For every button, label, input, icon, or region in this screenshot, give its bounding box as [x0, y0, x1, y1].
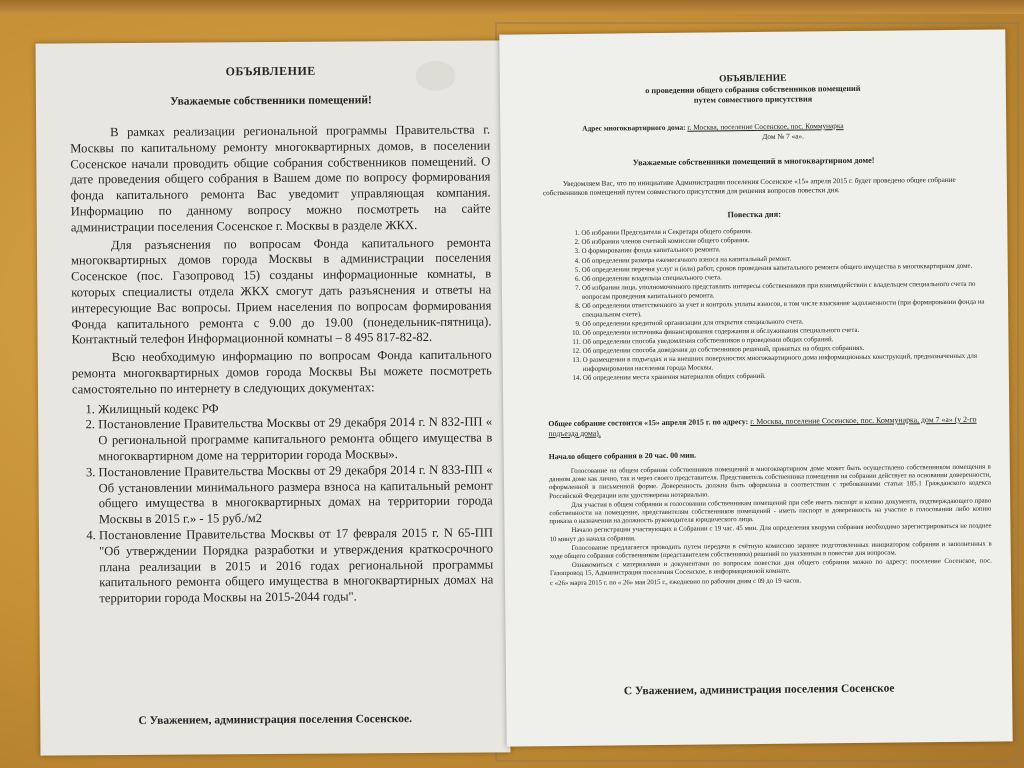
left-paragraph: Всю необходимую информацию по вопросам Фонда капитального ремонта многоквартирных домов города Москвы Вы можете посмотреть самостоятельно по интернету в следующих документах: — [71, 347, 492, 397]
right-notice-signature: С Уважением, администрация поселения Сосенское — [623, 682, 895, 698]
wall-top-edge — [0, 0, 1024, 14]
right-notice-intro: Уведомляем Вас, что по инициативе Администрации поселения Сосенское «15» апреля 2015 г. будет проведено общее собрание собственников помещений путем совместного присутствия для решения вопросов повестки дня. — [542, 175, 956, 198]
agenda-item: 12. Об определении способа доведения до собственников решений, принятых на общих собраниях. — [583, 344, 1003, 357]
agenda-item: 10. Об определении источника финансирования содержания и обслуживания специального счета. — [582, 325, 1002, 338]
right-paragraph: Для участия в общем собрании и голосовании собственникам помещений при себе иметь паспорт и копию документа, подтверждающего право собственности на помещение, представителям собственников помещений - иметь паспорт и доверенность на участие в голосовании либо копию приказа о назначении на должность руководителя юридического лица. — [549, 497, 992, 526]
agenda-item: 2. Об избрании членов счетной комиссии общего собрания. — [581, 235, 1001, 248]
agenda-heading: Повестка дня: — [727, 209, 781, 220]
meeting-info — [548, 415, 988, 439]
agenda-item: 8. Об определении ответственного за учет и контроль уплаты взносов, в том числе взыскание задолженности (при формировании фонда на специальном счете). — [582, 298, 1002, 320]
subtitle-line: о проведении общего собрания собственников помещений — [645, 83, 861, 96]
agenda-item: 13. О размещении в подъездах и на внешних поверхностях многоквартирного дома информационных конструкций, предназначенных для информирования населения города Москвы. — [583, 353, 1003, 375]
meeting-address: г. Москва, поселение Сосенское, пос. Коммунарка, дом 7 «а» (у 2-го подъезда дома). — [548, 414, 977, 438]
meeting-date: Общее собрание состоится «15» апреля 2015 г. по адресу: — [548, 417, 749, 429]
right-notice-greeting: Уважаемые собственники помещений в многоквартирном доме! — [632, 155, 875, 168]
left-notice-body — [70, 122, 493, 607]
building-address — [582, 120, 942, 143]
right-notice-subtitle — [500, 82, 1006, 107]
agenda-item: 5. Об определении перечня услуг и (или) работ, сроков проведения капитального ремонта общего имущества в многоквартирном доме. — [582, 262, 1002, 275]
agenda-item: 6. Об определении владельца специального счета. — [582, 271, 1002, 284]
right-paragraph: с «26» марта 2015 г. по « 26» мая 2015 г., ежедневно по рабочим дням с 09 до 19 часов. — [549, 577, 802, 587]
left-notice-signature: С Уважением, администрация поселения Сосенское. — [138, 713, 413, 727]
document-item: 4. Постановление Правительства Москвы от 17 февраля 2015 г. N 65-ПП "Об утверждении Порядка разработки и утверждения краткосрочного плана реализации в 2015 и 2016 годах региональной программы капитального ремонта общего имущества в многоквартирных домах на территории города Москвы на 2015-2044 годы". — [99, 525, 494, 607]
left-documents-list — [72, 399, 493, 607]
right-paragraph: Начало регистрации участвующих в Собрании с 19 час. 45 мин. Для определения кворума собрания необходимо зарегистрироваться не позднее 10 минут до начала собрания. — [549, 522, 992, 543]
left-paragraph: В рамках реализации региональной программы Правительства г. Москвы по капитальному ремонту многоквартирных домов, в поселении Сосенское начали проводить общие собрания собственников помещений. О дате проведения общего собрания в Вашем доме по вопросу формирования фонда капитального ремонта Вас уведомит управляющая компания. Информацию по данному вопросу можно посмотреть на сайте администрации поселения Сосенское г. Москвы в разделе ЖКХ. — [70, 122, 491, 235]
agenda-item: 14. Об определении места хранения материалов общих собраний. — [583, 371, 1003, 384]
document-item: 3. Постановление Правительства Москвы от 29 декабря 2014 г. N 833-ПП « Об установлении минимального размера взноса на капитальный ремонт общего имущества в многоквартирных домах на территории города Москвы в 2015 г.» - 15 руб./м2 — [98, 462, 492, 528]
address-value-line2: Дом № 7 «а». — [762, 130, 804, 141]
address-value: г. Москва, поселение Сосенское, пос. Коммунарка — [687, 121, 844, 132]
left-paragraph: Для разъяснения по вопросам Фонда капитального ремонта многоквартирных домов города Москвы в администрации поселения Сосенское (пос. Газопровод 15) созданы информационные комнаты, в которых специалисты отдела ЖКХ смогут дать разъяснения и ответы на интересующие Вас вопросы. Прием населения по вопросам формирования Фонда капитального ремонта с 9.00 до 19.00 (понедельник-пятница). Контактный телефон Информационной комнаты – 8 495 817-82-82. — [70, 235, 492, 347]
left-notice-title: ОБЪЯВЛЕНИЕ — [225, 63, 316, 79]
right-paragraph: Голосование на общем собрании собственников помещений в многоквартирном доме может быть осуществлено собственником помещения в данном доме как лично, так и через своего представителя. Представитель собственника помещения на собрании действует на основании доверенности, оформленной в письменной форме. Доверенность должна быть оформлена в соответствии с требованиями статьи 185.1 Гражданского кодекса Российской Федерации или удостоверена нотариально. — [548, 463, 992, 500]
agenda-item: 9. Об определении кредитной организации для открытия специального счета. — [582, 316, 1002, 329]
agenda-item: 1. Об избрании Председателя и Секретаря общего собрания. — [581, 225, 1001, 238]
right-notice-sheet — [499, 29, 1012, 746]
agenda-item: 7. Об избрании лица, уполномоченного представлять интересы собственников при взаимодействии с владельцем специального счета по вопросам проведения капитального ремонта. — [582, 281, 1002, 303]
right-paragraph: Ознакомиться с материалами и документами по вопросам повестки дня общего собрания можно по адресу: поселение Сосенское, пос. Газопровод 15, Администрация поселения Сосенское, в информационной комнате. — [549, 557, 992, 578]
agenda-item: 3. О формировании фонда капитального ремонта. — [582, 244, 1002, 257]
address-label: Адрес многоквартирного дома: — [582, 122, 686, 133]
subtitle-line: путем совместного присутствия — [693, 94, 813, 105]
meeting-start-time: Начало общего собрания в 20 час. 00 мин. — [548, 450, 697, 462]
agenda-item: 4. Об определении размера ежемесячного взноса на капитальный ремонт. — [582, 253, 1002, 266]
document-item: 2. Постановление Правительства Москвы от 29 декабря 2014 г. N 832-ПП « О региональной программе капитального ремонта общего имущества в многоквартирном доме на территории города Москвы». — [98, 415, 492, 465]
agenda-list — [561, 225, 1003, 384]
left-notice-greeting: Уважаемые собственники помещений! — [170, 94, 372, 108]
agenda-item: 11. Об определении способа уведомления собственников о проведении общих собраний. — [582, 334, 1002, 347]
right-notice-title: ОБЪЯВЛЕНИЕ — [719, 73, 787, 85]
document-item: 1. Жилищный кодекс РФ — [98, 399, 492, 418]
right-paragraph: Голосование предлагается проводить путем передачи в счётную комиссию заранее подготовленных инициатором собрания и заполненных в ходе общего собрания собственником (представителем собственника) решений по указанным в повестке дня вопросам. — [549, 540, 992, 561]
right-notice-paragraphs — [549, 464, 992, 589]
left-notice-sheet — [36, 40, 511, 755]
